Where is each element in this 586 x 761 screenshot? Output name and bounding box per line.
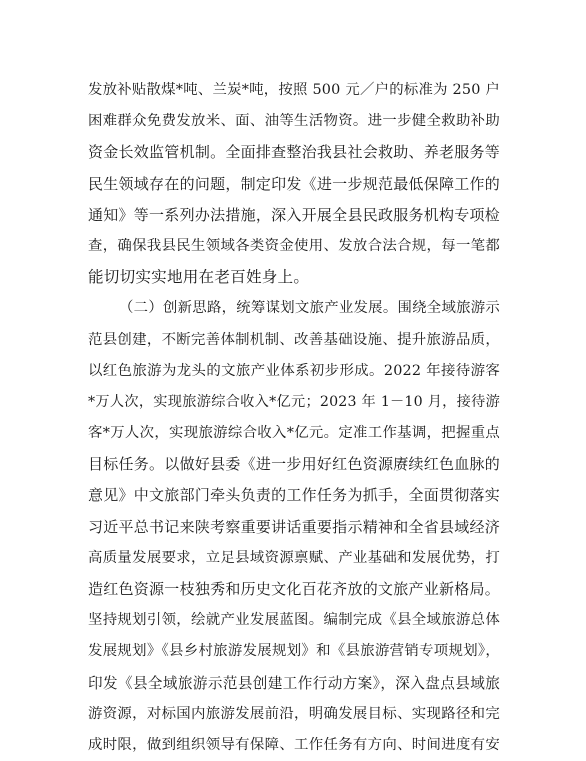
text-line: 坚持规划引领，绘就产业发展蓝图。编制完成《县全域旅游总体 [88, 612, 500, 629]
text-line: 发放补贴散煤*吨、兰炭*吨，按照 500 元／户的标准为 250 户 [88, 82, 500, 98]
text-line: 目标任务。以做好县委《进一步用好红色资源赓续红色血脉的 [88, 455, 500, 474]
text-line: 资金长效监管机制。全面排查整治我县社会救助、养老服务等 [88, 143, 500, 162]
text-line: 以红色旅游为龙头的文旅产业体系初步形成。2022 年接待游客 [88, 362, 500, 379]
text-line: *万人次，实现旅游综合收入*亿元；2023 年 1－10 月，接待游 [88, 393, 500, 410]
text-line: 客*万人次，实现旅游综合收入*亿元。定准工作基调，把握重点 [88, 425, 500, 442]
text-line: 意见》中文旅部门牵头负责的工作任务为抓手，全面贯彻落实 [88, 486, 500, 505]
text-line: 范县创建，不断完善体制机制、改善基础设施、提升旅游品质， [88, 331, 500, 348]
text-line: 成时限，做到组织领导有保障、工作任务有方向、时间进度有安 [88, 736, 500, 753]
text-line: 通知》等一系列办法措施，深入开展全县民政服务机构专项检 [88, 205, 500, 224]
text-line: 造红色资源一枝独秀和历史文化百花齐放的文旅产业新格局。 [88, 580, 500, 598]
text-line: 困难群众免费发放米、面、油等生活物资。进一步健全救助补助 [88, 113, 500, 130]
text-line: 游资源，对标国内旅游发展前沿，明确发展目标、实现路径和完 [88, 705, 500, 722]
document-body [88, 75, 500, 761]
text-line: 能切切实实地用在老百姓身上。 [88, 268, 310, 287]
text-line: 印发《县全域旅游示范县创建工作行动方案》，深入盘点县域旅 [88, 674, 500, 692]
text-line: 习近平总书记来陕考察重要讲话重要指示精神和全省县域经济 [88, 517, 500, 536]
text-line: 高质量发展要求，立足县域资源禀赋、产业基础和发展优势，打 [88, 549, 500, 566]
text-line: 民生领域存在的问题，制定印发《进一步规范最低保障工作的 [88, 174, 500, 193]
section-heading-line: （二）创新思路，统筹谋划文旅产业发展。围绕全域旅游示 [119, 300, 500, 317]
text-line: 发展规划》《县乡村旅游发展规划》和《县旅游营销专项规划》， [88, 643, 500, 660]
text-line: 查，确保我县民生领域各类资金使用、发放合法合规，每一笔都 [88, 237, 500, 254]
